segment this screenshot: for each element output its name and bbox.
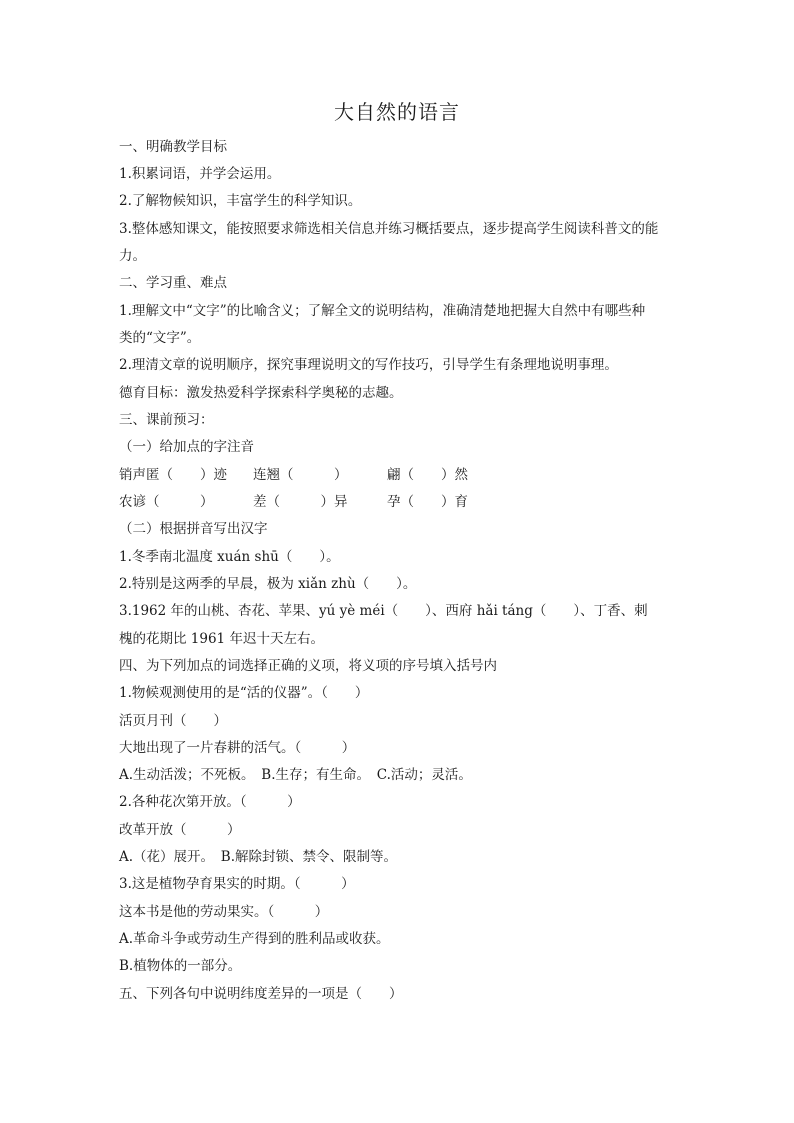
list-item: 3.1962 年的山桃、杏花、苹果、yú yè méi（ ）、西府 hǎi táng（ ）、丁香、刺	[119, 603, 648, 619]
subsection-heading: （一）给加点的字注音	[119, 439, 254, 455]
list-item: 1.物候观测使用的是“活的仪器”。（ ）	[119, 685, 369, 701]
section-heading-3: 三、课前预习：	[119, 412, 214, 428]
section-heading-5: 五、下列各句中说明纬度差异的一项是（ ）	[119, 986, 403, 1002]
list-item: 槐的花期比 1961 年迟十天左右。	[119, 631, 324, 647]
section-heading-1: 一、明确教学目标	[119, 139, 227, 155]
pinyin-row-2	[119, 493, 679, 511]
pinyin-item: 连翘（ ）	[253, 467, 348, 483]
list-item: 活页月刊（ ）	[119, 713, 227, 729]
pinyin-row-1	[119, 466, 679, 484]
list-item: 1.理解文中“文字”的比喻含义；了解全文的说明结构，准确清楚地把握大自然中有哪些种	[119, 303, 646, 319]
list-item: A.（花）展开。 B.解除封锁、禁令、限制等。	[119, 849, 398, 865]
list-item: 2.各种花次第开放。（ ）	[119, 794, 301, 810]
pinyin-item: 差（ ）异	[253, 494, 348, 510]
pinyin-item: 销声匿（ ）迹	[119, 467, 227, 483]
document-title: 大自然的语言	[334, 100, 460, 124]
list-item: 1.冬季南北温度 xuán shū（ ）。	[119, 549, 340, 565]
list-item: 2.特别是这两季的早晨，极为 xiǎn zhù（ ）。	[119, 576, 417, 592]
list-item: 类的“文字”。	[119, 330, 201, 346]
list-item: 1.积累词语，并学会运用。	[119, 166, 281, 182]
list-item: 2.理清文章的说明顺序，探究事理说明文的写作技巧，引导学生有条理地说明事理。	[119, 357, 618, 373]
list-item: B.植物体的一部分。	[119, 958, 242, 974]
list-item: 力。	[119, 248, 146, 264]
list-item: A.革命斗争或劳动生产得到的胜利品或收获。	[119, 931, 390, 947]
pinyin-item: 孕（ ）育	[387, 494, 468, 510]
list-item: 大地出现了一片春耕的活气。（ ）	[119, 740, 356, 756]
section-heading-4: 四、为下列加点的词选择正确的义项，将义项的序号填入括号内	[119, 658, 497, 674]
pinyin-item: 农谚（ ）	[119, 494, 214, 510]
list-item: 2.了解物候知识，丰富学生的科学知识。	[119, 193, 362, 209]
list-item: A.生动活泼；不死板。 B.生存；有生命。 C.活动；灵活。	[119, 767, 472, 783]
list-item: 这本书是他的劳动果实。（ ）	[119, 904, 329, 920]
list-item: 3.整体感知课文，能按照要求筛选相关信息并练习概括要点，逐步提高学生阅读科普文的能	[119, 221, 659, 237]
list-item: 改革开放（ ）	[119, 822, 241, 838]
list-item: 3.这是植物孕育果实的时期。（ ）	[119, 876, 355, 892]
section-heading-2: 二、学习重、难点	[119, 275, 227, 291]
pinyin-item: 翩（ ）然	[387, 467, 468, 483]
list-item: 德育目标：激发热爱科学探索科学奥秘的志趣。	[119, 385, 403, 401]
subsection-heading: （二）根据拼音写出汉字	[119, 521, 268, 537]
